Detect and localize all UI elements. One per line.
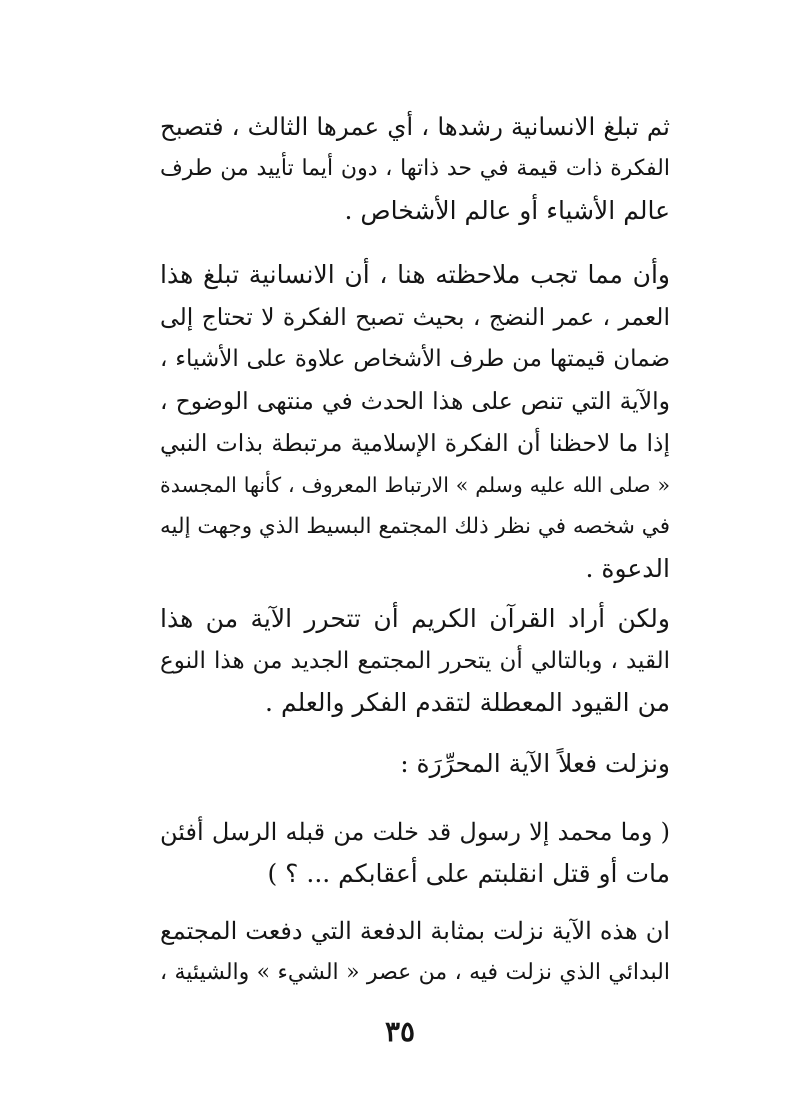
text-line: الفكرة ذات قيمة في حد ذاتها ، دون أيما تأييد من طرف xyxy=(160,156,670,181)
text-line: ( وما محمد إلا رسول قد خلت من قبله الرسل أفئن xyxy=(160,818,670,846)
text-line: ضمان قيمتها من طرف الأشخاص علاوة على الأشياء ، xyxy=(160,346,670,372)
text-line: ان هذه الآية نزلت بمثابة الدفعة التي دفعت المجتمع xyxy=(160,917,670,945)
text-line: مات أو قتل انقلبتم على أعقابكم ... ؟ ) xyxy=(267,859,670,888)
paragraph-4 xyxy=(160,743,670,785)
paragraph-6 xyxy=(160,910,670,994)
text-line: ونزلت فعلاً الآية المحرِّرَة : xyxy=(400,749,670,778)
text-line: القيد ، وبالتالي أن يتحرر المجتمع الجديد من هذا النوع xyxy=(160,648,670,674)
quran-verse xyxy=(160,811,670,895)
text-line: ولكن أراد القرآن الكريم أن تتحرر الآية من هذا xyxy=(160,604,670,633)
text-line: ثم تبلغ الانسانية رشدها ، أي عمرها الثالث ، فتصبح xyxy=(160,112,670,141)
paragraph-2 xyxy=(160,254,670,590)
text-line: العمر ، عمر النضج ، بحيث تصبح الفكرة لا تحتاج إلى xyxy=(160,303,670,331)
text-line: والآية التي تنص على هذا الحدث في منتهى الوضوح ، xyxy=(160,387,670,415)
page-number: ٣٥ xyxy=(384,1015,416,1048)
text-line: عالم الأشياء أو عالم الأشخاص . xyxy=(344,196,670,225)
paragraph-1 xyxy=(160,106,670,232)
paragraph-3 xyxy=(160,598,670,724)
text-line: البدائي الذي نزلت فيه ، من عصر « الشيء » والشيئية ، xyxy=(160,960,670,985)
text-line: في شخصه في نظر ذلك المجتمع البسيط الذي وجهت إليه xyxy=(160,514,670,539)
text-line: الدعوة . xyxy=(585,554,670,583)
text-line: من القيود المعطلة لتقدم الفكر والعلم . xyxy=(265,688,670,717)
text-line: وأن مما تجب ملاحظته هنا ، أن الانسانية تبلغ هذا xyxy=(160,260,670,289)
text-line: إذا ما لاحظنا أن الفكرة الإسلامية مرتبطة بذات النبي xyxy=(160,429,670,457)
text-line: « صلى الله عليه وسلم » الارتباط المعروف ، كأنها المجسدة xyxy=(160,473,670,497)
